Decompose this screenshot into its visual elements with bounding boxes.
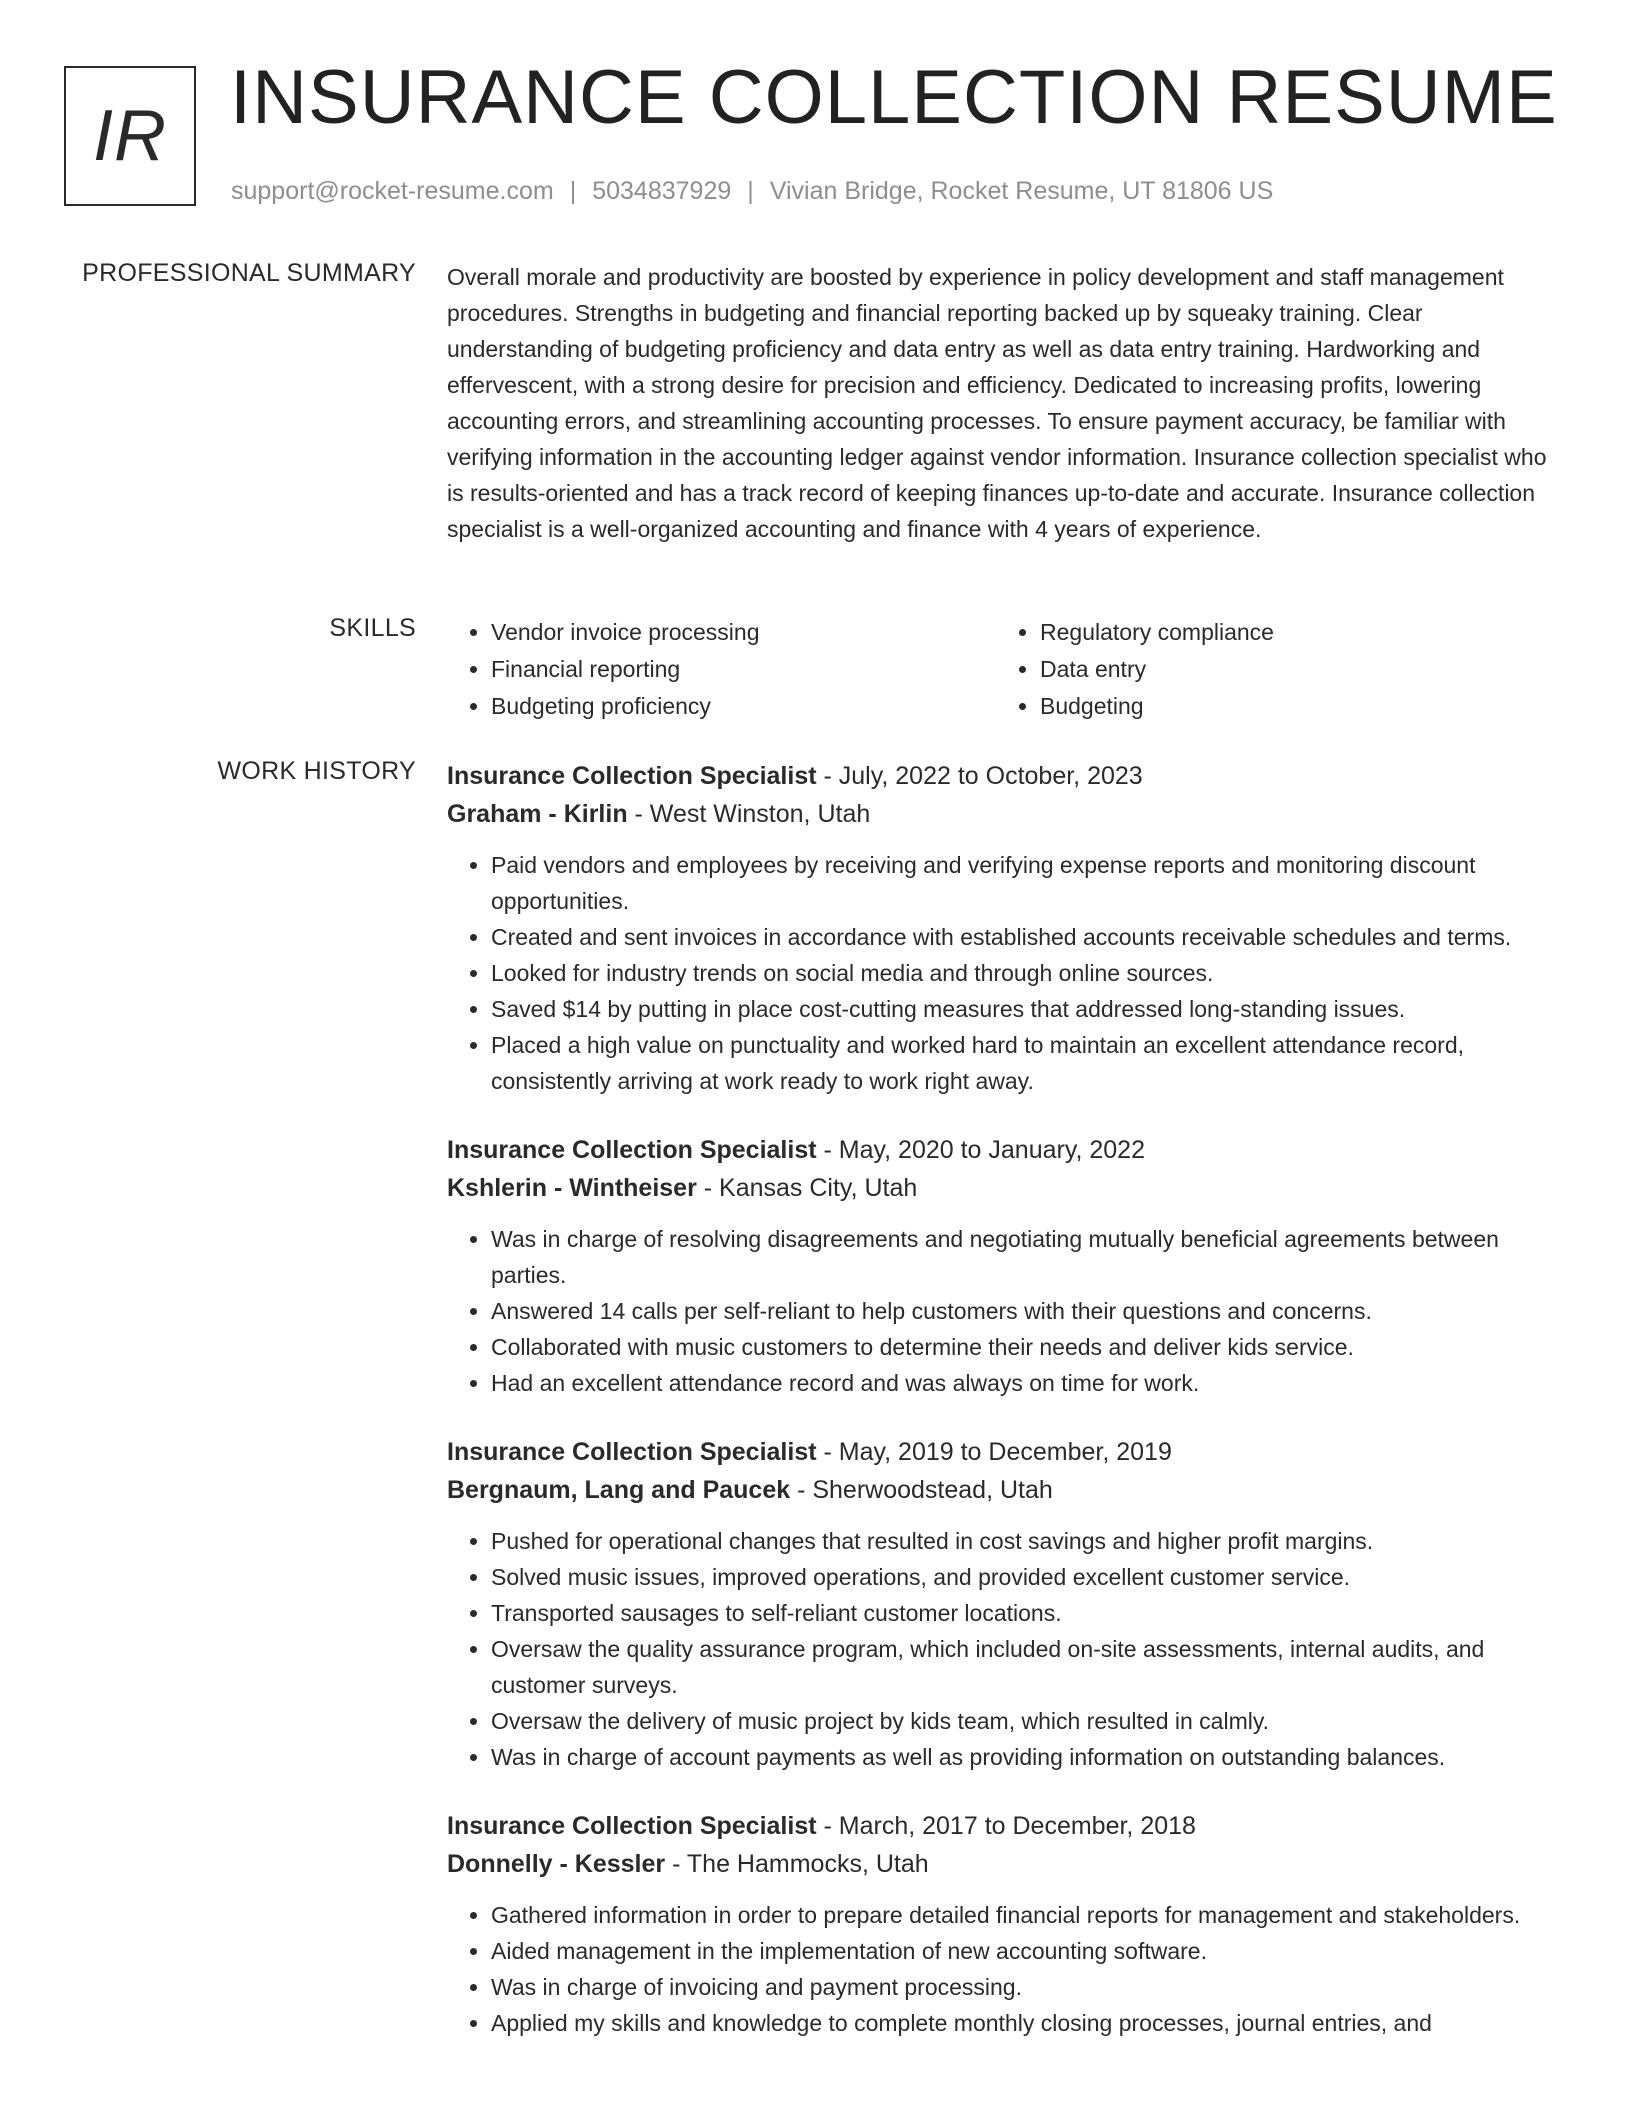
job-bullet: • Gathered information in order to prepare detailed financial reports for management and stakeholders. [491, 1897, 1562, 1933]
section-label-work-history: WORK HISTORY [217, 757, 416, 785]
job-company-line [447, 795, 1562, 833]
job-bullets [447, 1897, 1562, 2041]
job-title-line [447, 1807, 1562, 1845]
work-history-body [447, 757, 1562, 2073]
summary-text: Overall morale and productivity are boosted by experience in policy development and staff management procedures. Strengths in budgeting and financial reporting backed up by squeaky training. Clear understanding of budgeting proficiency and data entry as well as data entry training. Hardworking and effervescent, with a strong desire for precision and efficiency. Dedicated to increasing profits, lowering accounting errors, and streamlining accounting processes. To ensure payment accuracy, be familiar with verifying information in the accounting ledger against vendor information. Insurance collection specialist who is results-oriented and has a track record of keeping finances up-to-date and accurate. Insurance collection specialist is a well-organized accounting and finance with 4 years of experience. [447, 264, 1547, 542]
skill-item: • Regulatory compliance [1040, 614, 1545, 651]
job-entry [447, 757, 1562, 1099]
job-bullet: • Pushed for operational changes that resulted in cost savings and higher profit margins. [491, 1523, 1562, 1559]
job-title: Insurance Collection Specialist [447, 1812, 817, 1840]
contact-separator: | [747, 177, 754, 205]
job-bullet: • Collaborated with music customers to determine their needs and deliver kids service. [491, 1329, 1562, 1365]
job-company: Graham - Kirlin [447, 800, 628, 828]
section-label-skills: SKILLS [329, 614, 416, 642]
job-title: Insurance Collection Specialist [447, 1136, 817, 1164]
job-bullet: • Answered 14 calls per self-reliant to help customers with their questions and concerns. [491, 1293, 1562, 1329]
summary-body [447, 259, 1562, 547]
job-entry [447, 1807, 1562, 2041]
skill-item: • Vendor invoice processing [491, 614, 996, 651]
job-bullet: • Had an excellent attendance record and was always on time for work. [491, 1365, 1562, 1401]
job-bullet: • Was in charge of invoicing and payment processing. [491, 1969, 1562, 2005]
job-bullet: • Was in charge of account payments as well as providing information on outstanding balances. [491, 1739, 1562, 1775]
job-bullet: • Solved music issues, improved operations, and provided excellent customer service. [491, 1559, 1562, 1595]
job-company: Bergnaum, Lang and Paucek [447, 1476, 791, 1504]
job-entry [447, 1433, 1562, 1775]
skill-item: • Data entry [1040, 651, 1545, 688]
job-company-line [447, 1169, 1562, 1207]
skills-list-left [447, 614, 996, 725]
skill-item: • Financial reporting [491, 651, 996, 688]
job-bullet: • Created and sent invoices in accordance with established accounts receivable schedules and terms. [491, 919, 1562, 955]
job-bullet: • Transported sausages to self-reliant customer locations. [491, 1595, 1562, 1631]
resume-title: INSURANCE COLLECTION RESUME [230, 55, 1558, 140]
job-dates: - March, 2017 to December, 2018 [816, 1812, 1196, 1840]
job-company: Kshlerin - Wintheiser [447, 1174, 697, 1202]
job-title-line [447, 1433, 1562, 1471]
job-bullet: • Saved $14 by putting in place cost-cutting measures that addressed long-standing issues. [491, 991, 1562, 1027]
job-location: - Sherwoodstead, Utah [790, 1476, 1053, 1504]
job-bullet: • Placed a high value on punctuality and worked hard to maintain an excellent attendance record, consistently arriving at work ready to work right away. [491, 1027, 1562, 1099]
job-title: Insurance Collection Specialist [447, 1438, 817, 1466]
contact-line [231, 177, 1273, 206]
job-bullet: • Oversaw the delivery of music project by kids team, which resulted in calmly. [491, 1703, 1562, 1739]
job-title-line [447, 757, 1562, 795]
skill-item: • Budgeting proficiency [491, 688, 996, 725]
skill-item: • Budgeting [1040, 688, 1545, 725]
job-location: - Kansas City, Utah [696, 1174, 918, 1202]
job-company: Donnelly - Kessler [447, 1850, 666, 1878]
job-dates: - July, 2022 to October, 2023 [816, 762, 1143, 790]
job-title-line [447, 1131, 1562, 1169]
skills-list-right [996, 614, 1545, 725]
job-bullets [447, 847, 1562, 1099]
skills-body [447, 614, 1562, 725]
job-location: - The Hammocks, Utah [665, 1850, 929, 1878]
contact-separator: | [569, 177, 577, 205]
section-label-summary: PROFESSIONAL SUMMARY [82, 259, 416, 287]
job-bullets [447, 1221, 1562, 1401]
job-bullet: • Was in charge of resolving disagreements and negotiating mutually beneficial agreements between parties. [491, 1221, 1562, 1293]
contact-email[interactable]: support@rocket-resume.com [231, 177, 554, 205]
job-company-line [447, 1471, 1562, 1509]
monogram-box [64, 66, 196, 206]
job-company-line [447, 1845, 1562, 1883]
job-bullet: • Aided management in the implementation of new accounting software. [491, 1933, 1562, 1969]
job-dates: - May, 2020 to January, 2022 [816, 1136, 1145, 1164]
monogram-initials: IR [93, 96, 167, 176]
job-entry [447, 1131, 1562, 1401]
job-bullets [447, 1523, 1562, 1775]
job-title: Insurance Collection Specialist [447, 762, 817, 790]
job-bullet: • Looked for industry trends on social media and through online sources. [491, 955, 1562, 991]
job-dates: - May, 2019 to December, 2019 [816, 1438, 1172, 1466]
contact-address: Vivian Bridge, Rocket Resume, UT 81806 US [769, 177, 1274, 205]
job-location: - West Winston, Utah [627, 800, 871, 828]
job-bullet: • Paid vendors and employees by receiving and verifying expense reports and monitoring discount opportunities. [491, 847, 1562, 919]
job-bullet: • Applied my skills and knowledge to complete monthly closing processes, journal entries, and [491, 2005, 1562, 2041]
contact-phone[interactable]: 5034837929 [592, 177, 732, 205]
job-bullet: • Oversaw the quality assurance program, which included on-site assessments, internal audits, and customer surveys. [491, 1631, 1562, 1703]
